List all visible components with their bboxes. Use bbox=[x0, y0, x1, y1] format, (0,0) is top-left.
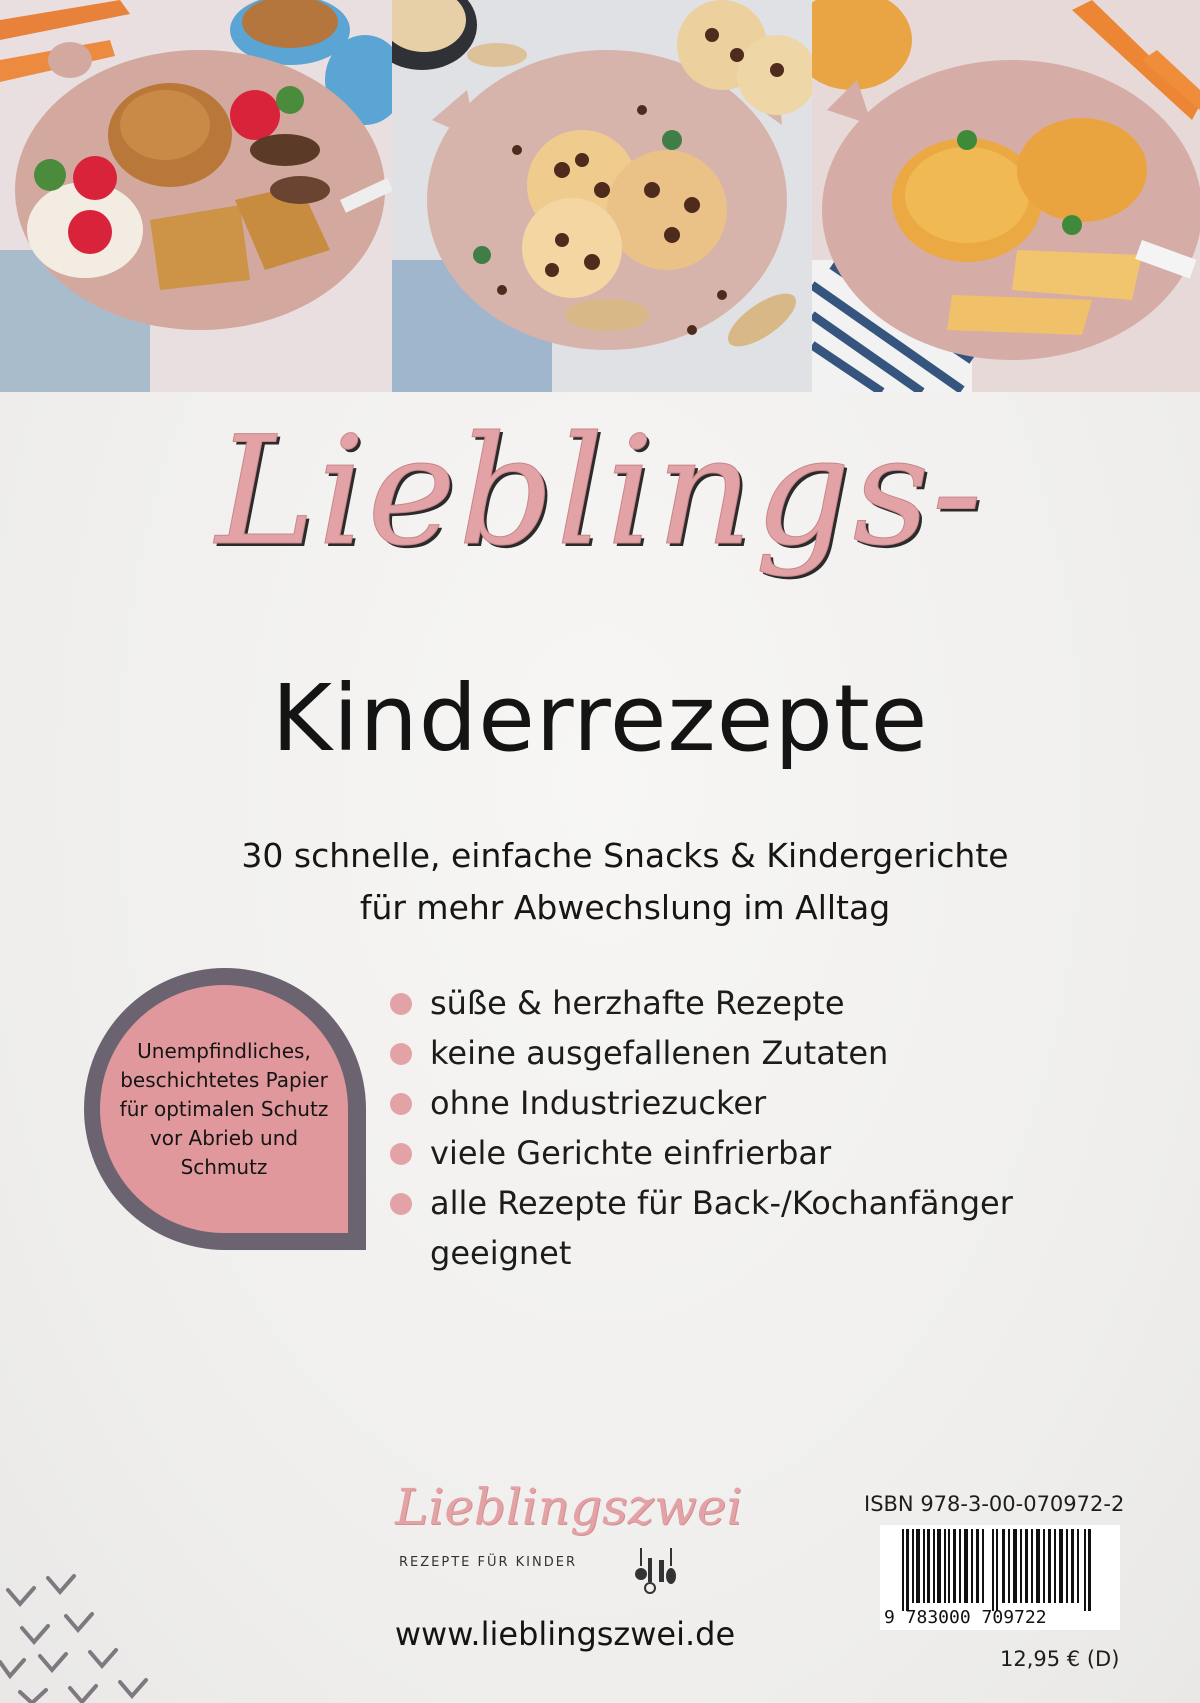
bullet-dot-icon bbox=[390, 993, 412, 1015]
photo-carrot-fritters bbox=[812, 0, 1200, 392]
brand-logo-wordmark: Lieblingszwei bbox=[395, 1478, 743, 1536]
feature-item bbox=[390, 1078, 1150, 1128]
main-title: Kinderrezepte bbox=[271, 665, 929, 772]
subtitle-line-2: für mehr Abwechslung im Alltag bbox=[359, 888, 891, 927]
price-label: 12,95 € (D) bbox=[1000, 1647, 1120, 1671]
photo-chocolate-cookies bbox=[392, 0, 812, 392]
subtitle bbox=[130, 830, 1120, 934]
bullet-dot-icon bbox=[390, 1043, 412, 1065]
bullet-dot-icon bbox=[390, 1143, 412, 1165]
badge-text: Unempfindliches, beschichtetes Papier für optimalen Schutz vor Abrieb und Schmutz bbox=[119, 1038, 329, 1179]
bullet-dot-icon bbox=[390, 1193, 412, 1215]
kitchen-utensils-icon bbox=[635, 1548, 685, 1598]
website-url[interactable]: www.lieblingszwei.de bbox=[394, 1615, 736, 1653]
script-title: Lieblings- bbox=[215, 405, 985, 579]
coated-paper-badge bbox=[100, 985, 348, 1233]
isbn-text: ISBN 978-3-00-070972-2 bbox=[864, 1492, 1125, 1516]
barcode-digits: 9 783000 709722 bbox=[884, 1607, 1047, 1628]
feature-item bbox=[390, 1178, 1150, 1278]
photo-carrot-muffins bbox=[0, 0, 392, 392]
bullet-dot-icon bbox=[390, 1093, 412, 1115]
feature-text: keine ausgefallenen Zutaten bbox=[430, 1034, 889, 1072]
photo-strip bbox=[0, 0, 1200, 392]
feature-text: süße & herzhafte Rezepte bbox=[430, 984, 845, 1022]
brand-tagline: REZEPTE FÜR KINDER bbox=[399, 1555, 577, 1570]
subtitle-line-1: 30 schnelle, einfache Snacks & Kindergerichte bbox=[241, 836, 1009, 875]
feature-text: ohne Industriezucker bbox=[430, 1084, 767, 1122]
feature-list bbox=[390, 978, 1150, 1278]
feature-text: alle Rezepte für Back-/Kochanfänger geeignet bbox=[430, 1184, 1013, 1272]
chevron-pattern-icon bbox=[0, 1570, 170, 1703]
feature-item bbox=[390, 978, 1150, 1028]
feature-item bbox=[390, 1028, 1150, 1078]
feature-item bbox=[390, 1128, 1150, 1178]
feature-text: viele Gerichte einfrierbar bbox=[430, 1134, 832, 1172]
